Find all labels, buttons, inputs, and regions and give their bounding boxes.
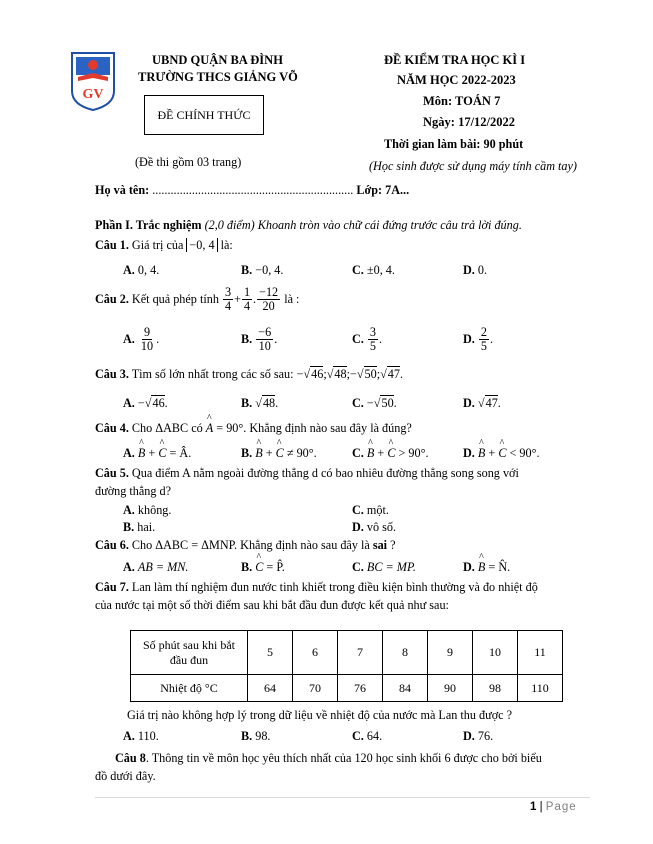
q2-text: Kết quả phép tính <box>131 291 219 306</box>
temp-cell: 70 <box>293 675 338 702</box>
minute-cell: 9 <box>428 631 473 675</box>
minute-cell: 6 <box>293 631 338 675</box>
part1-title: Phần I. Trắc nghiệm <box>95 218 202 232</box>
official-label: ĐỀ CHÍNH THỨC <box>157 108 251 122</box>
temp-cell: 84 <box>383 675 428 702</box>
q1-option-b[interactable]: B. −0, 4. <box>241 263 284 277</box>
q2-label: Câu 2. <box>95 291 129 306</box>
q1-option-d[interactable]: D. 0. <box>463 263 488 277</box>
temperature-header: Nhiệt độ °C <box>131 675 248 702</box>
minute-cell: 7 <box>338 631 383 675</box>
name-dots: .................................................................. <box>152 183 354 197</box>
subject: Môn: TOÁN 7 <box>423 94 501 108</box>
q5-option-b[interactable]: B. hai. <box>123 520 156 534</box>
q6-option-a[interactable]: A. AB = MN. <box>123 560 189 574</box>
part1-heading <box>95 218 522 233</box>
q7-option-a[interactable]: A. 110. <box>123 729 159 743</box>
table-row-minutes <box>131 631 563 675</box>
q7-question: Giá trị nào không hợp lý trong dữ liệu về nhiệt độ của nước mà Lan thu được ? <box>127 708 513 722</box>
school-logo <box>70 51 116 111</box>
temp-cell: 98 <box>473 675 518 702</box>
footer-rule <box>95 797 590 798</box>
q1-label: Câu 1. <box>95 238 129 252</box>
q1-end: là: <box>220 238 233 252</box>
school-year: NĂM HỌC 2022-2023 <box>397 73 516 87</box>
temperature-table <box>130 630 563 702</box>
part1-instruction: Khoanh tròn vào chữ cái đứng trước câu trả lời đúng. <box>257 218 522 232</box>
q2-option-d[interactable]: D. $\frac{2}{5}$ . <box>463 325 494 353</box>
logo-text: GV <box>82 87 104 102</box>
school-name: TRƯỜNG THCS GIẢNG VÕ <box>138 70 298 84</box>
q7-option-c[interactable]: C. 64. <box>352 729 383 743</box>
question-7: Câu 7. Lan làm thí nghiệm đun nước tinh khiết trong điều kiện bình thường và đo nhiệt độ <box>95 580 538 594</box>
q2-fraction-1: $\frac{3}{4}$ <box>224 285 232 313</box>
minute-cell: 8 <box>383 631 428 675</box>
temp-cell: 110 <box>518 675 563 702</box>
q7-option-b[interactable]: B. 98. <box>241 729 271 743</box>
question-4: Câu 4. Cho ΔABC có ^ A = 90°. Khẳng định nào sau đây là đúng? <box>95 421 412 436</box>
q4-option-c[interactable]: C. ^ B + ^ C > 90°. <box>352 446 429 461</box>
q2-fraction-3: $\frac{-12}{20}$ <box>259 285 279 313</box>
table-row-temperature <box>131 675 563 702</box>
name-label: Họ và tên: <box>95 183 150 197</box>
q2-option-c[interactable]: C. $\frac{3}{5}$ . <box>352 325 383 353</box>
q2-option-a[interactable]: A. $\frac{9}{10}$ . <box>123 325 160 353</box>
student-line <box>95 183 409 198</box>
q5-line2: đường thẳng d? <box>95 484 172 498</box>
part1-points: (2,0 điểm) <box>204 218 255 232</box>
q1-abs: −0, 4 <box>186 238 217 252</box>
minute-cell: 10 <box>473 631 518 675</box>
q3-option-c[interactable]: C. −√50. <box>352 396 397 410</box>
q1-option-c[interactable]: C. ±0, 4. <box>352 263 395 277</box>
district-name: UBND QUẬN BA ĐÌNH <box>152 53 283 67</box>
q2-option-b[interactable]: B. $\frac{-6}{10}$ . <box>241 325 278 353</box>
q5-option-d[interactable]: D. vô số. <box>352 520 397 534</box>
q2-fraction-2: $\frac{1}{4}$ <box>243 285 251 313</box>
exam-title: ĐỀ KIỂM TRA HỌC KÌ I <box>384 53 526 67</box>
q4-option-a[interactable]: A. ^ B + ^ C = Â. <box>123 446 191 461</box>
page-count: (Đề thi gồm 03 trang) <box>135 155 242 169</box>
temp-cell: 64 <box>248 675 293 702</box>
q6-option-b[interactable]: B. ^ C = P̂. <box>241 560 285 575</box>
q6-option-d[interactable]: D. ^ B = N̂. <box>463 560 510 575</box>
q2-end: là : <box>284 291 300 306</box>
calculator-note: (Học sinh được sử dụng máy tính cầm tay) <box>369 159 577 173</box>
question-6: Câu 6. Cho ΔABC = ΔMNP. Khẳng định nào sau đây là sai ? <box>95 538 396 552</box>
page-footer: 1 | Page <box>530 801 577 813</box>
q8-line2: đồ dưới đây. <box>95 769 156 783</box>
minutes-header: Số phút sau khi bắt đầu đun <box>131 631 248 675</box>
question-3: Câu 3. Tìm số lớn nhất trong các số sau: −√46;√48;−√50;√47. <box>95 367 404 381</box>
q3-option-b[interactable]: B. √48. <box>241 396 279 410</box>
official-box <box>144 95 264 135</box>
q4-option-b[interactable]: B. ^ B + ^ C ≠ 90°. <box>241 446 317 461</box>
q6-option-c[interactable]: C. BC = MP. <box>352 560 416 574</box>
q1-text: Giá trị của <box>131 238 184 252</box>
temp-cell: 76 <box>338 675 383 702</box>
q5-option-a[interactable]: A. không. <box>123 503 172 517</box>
q5-option-c[interactable]: C. một. <box>352 503 389 517</box>
q3-option-d[interactable]: D. √47. <box>463 396 501 410</box>
q1-option-a[interactable]: A. 0, 4. <box>123 263 160 277</box>
q3-option-a[interactable]: A. −√46. <box>123 396 168 410</box>
q7-option-d[interactable]: D. 76. <box>463 729 494 743</box>
class-label: Lớp: 7A... <box>356 183 410 197</box>
temp-cell: 90 <box>428 675 473 702</box>
question-5: Câu 5. Qua điểm A nằm ngoài đường thẳng d có bao nhiêu đường thẳng song song với <box>95 466 519 480</box>
q7-line2: của nước tại một số thời điểm sau khi bắt đầu đun được kết quả như sau: <box>95 598 449 612</box>
question-1 <box>95 238 233 253</box>
exam-date: Ngày: 17/12/2022 <box>423 115 516 129</box>
q4-option-d[interactable]: D. ^ B + ^ C < 90°. <box>463 446 540 461</box>
question-2: Câu 2. Kết quả phép tính $\frac{3}{4}$ + $\frac{1}{4}$ . $\frac{-12}{20}$ là : <box>95 285 300 313</box>
exam-time: Thời gian làm bài: 90 phút <box>384 137 524 151</box>
minute-cell: 5 <box>248 631 293 675</box>
question-8: Câu 8. Thông tin về môn học yêu thích nhất của 120 học sinh khối 6 được cho bởi biểu <box>115 751 542 765</box>
minute-cell: 11 <box>518 631 563 675</box>
